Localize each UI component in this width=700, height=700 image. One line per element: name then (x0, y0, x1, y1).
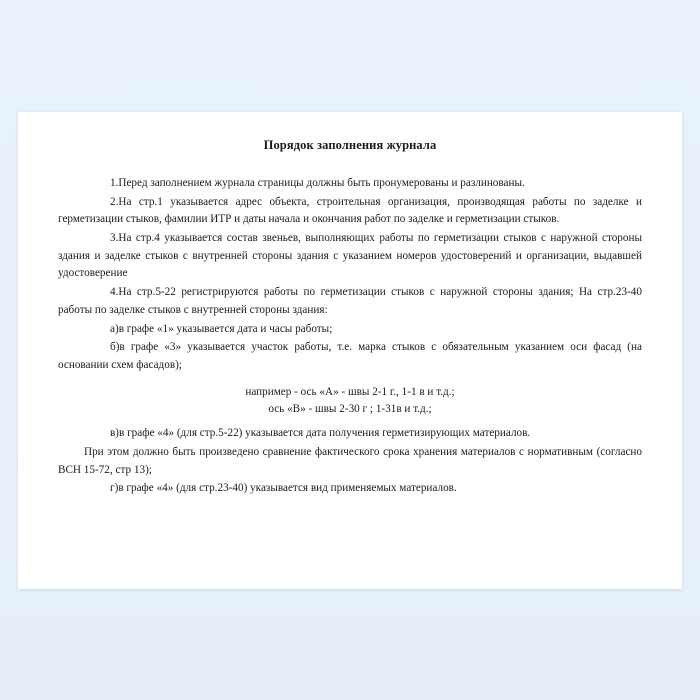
list-item (58, 339, 642, 374)
list-item (58, 480, 642, 498)
list-marker: 4. (110, 286, 119, 299)
spacer (58, 376, 642, 380)
list-item (58, 284, 642, 319)
list-item-text: На стр.5-22 регистрируются работы по герметизации стыков с наружной стороны здания; На стр.23-40 работы по заделке стыков с внутренней стороны здания: (58, 286, 642, 316)
list-marker: б) (110, 341, 120, 354)
list-item (58, 194, 642, 229)
example-line: ось «В» - швы 2-30 г ; 1-31в и т.д.; (268, 403, 432, 416)
list-marker: а) (110, 322, 119, 335)
document-body (18, 112, 682, 589)
list-item-text: в графе «3» указывается участок работы, т.е. марка стыков с обязательным указанием оси фасад (на основании схем фасадов); (58, 341, 642, 371)
list-item-text: в графе «4» (для стр.5-22) указывается дата получения герметизирующих материалов. (119, 427, 531, 440)
list-item (58, 425, 642, 443)
list-marker: г) (110, 482, 119, 495)
list-item-text: в графе «4» (для стр.23-40) указывается вид применяемых материалов. (118, 482, 457, 495)
example-block (58, 384, 642, 420)
list-item-text: На стр.4 указывается состав звеньев, выполняющих работы по герметизации стыков с наружной стороны здания и заделке стыков с внутренней стороны здания с указанием номеров удостоверений и организации, выдавшей удостоверение (58, 232, 642, 280)
list-item-text: Перед заполнением журнала страницы должны быть пронумерованы и разлинованы. (118, 177, 525, 189)
list-marker: 3. (110, 232, 119, 245)
list-item-text: На стр.1 указывается адрес объекта, строительная организация, производящая работы по заделке и герметизации стыков, фамилии ИТР и даты начала и окончания работ по заделке и герметизации стыков. (58, 195, 642, 226)
page-title: Порядок заполнения журнала (263, 138, 437, 152)
note-paragraph (58, 444, 642, 479)
list-marker: в) (110, 427, 120, 440)
list-marker: 2. (110, 195, 119, 208)
document-page (18, 112, 682, 589)
list-item-text: в графе «1» указывается дата и часы работы; (118, 322, 333, 335)
example-line: например - ось «А» - швы 2-1 г., 1-1 в и т.д.; (245, 385, 455, 398)
list-item (58, 230, 642, 283)
list-marker: 1. (110, 177, 119, 189)
list-item (58, 321, 642, 339)
list-item (58, 175, 642, 193)
note-text: При этом должно быть произведено сравнение фактического срока хранения материалов с нормативным (согласно ВСН 15-72, стр 13); (58, 446, 642, 476)
